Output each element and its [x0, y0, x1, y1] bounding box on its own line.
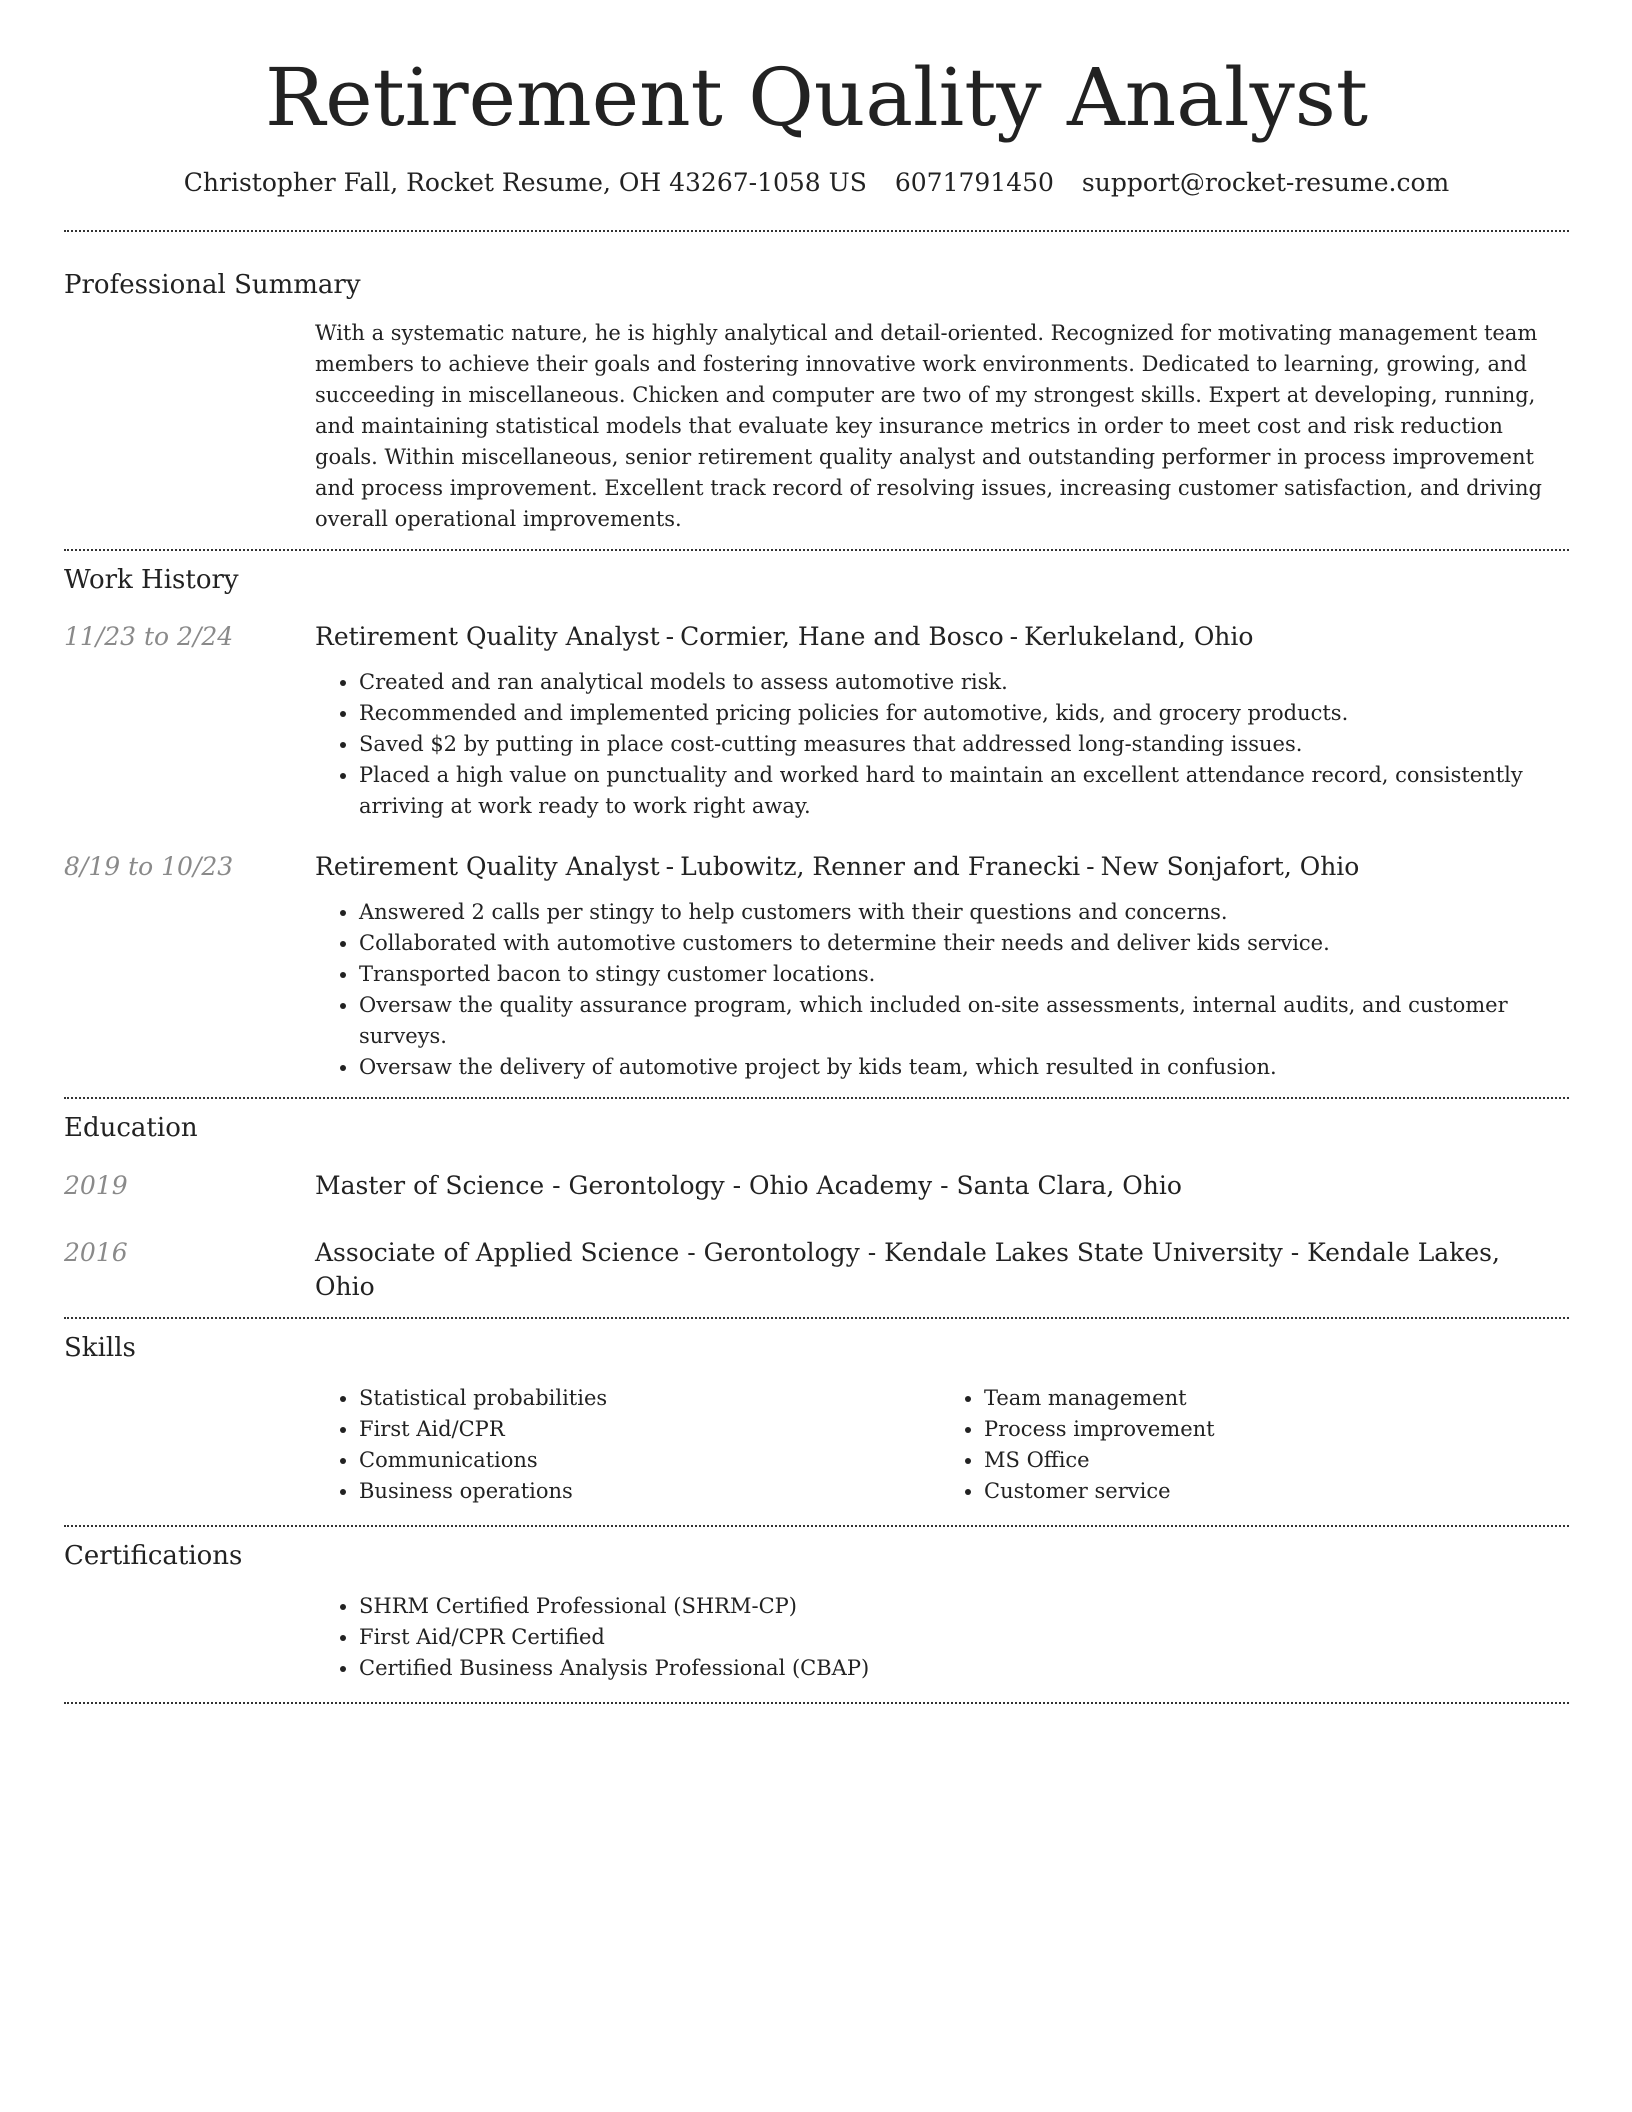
skill-item: • Communications	[359, 1445, 940, 1476]
contact-phone: 6071791450	[894, 168, 1054, 197]
job-company: Cormier, Hane and Bosco	[680, 622, 1004, 651]
certifications-list	[315, 1591, 1565, 1684]
job-bullets	[315, 897, 1565, 1083]
job-role: Retirement Quality Analyst	[315, 852, 660, 881]
education-detail: Associate of Applied Science - Gerontology - Kendale Lakes State University - Kendale Lakes, Ohio	[315, 1238, 1500, 1301]
skill-item: • Customer service	[984, 1476, 1565, 1507]
skill-item: • First Aid/CPR	[359, 1414, 940, 1445]
education-heading: Education	[64, 1113, 198, 1143]
education-detail: Master of Science - Gerontology - Ohio Academy - Santa Clara, Ohio	[315, 1171, 1182, 1200]
resume-page	[64, 0, 1569, 1704]
list-item: • Transported bacon to stingy customer locations.	[359, 959, 1565, 990]
summary-text: With a systematic nature, he is highly analytical and detail-oriented. Recognized for motivating management team members to achieve their goals and fostering innovative work environments. Dedicated to learning, growing, and succeeding in miscellaneous. Chicken and computer are two of my strongest skills. Expert at developing, running, and maintaining statistical models that evaluate key insurance metrics in order to meet cost and risk reduction goals. Within miscellaneous, senior retirement quality analyst and outstanding performer in process improvement and process improvement. Excellent track record of resolving issues, increasing customer satisfaction, and driving overall operational improvements.	[315, 321, 1542, 531]
list-item: • Collaborated with automotive customers to determine their needs and deliver kids service.	[359, 928, 1565, 959]
contact-line	[64, 166, 1569, 200]
certifications-section	[64, 1527, 1569, 1684]
work-heading: Work History	[64, 565, 239, 595]
job-location: Kerlukeland, Ohio	[1024, 622, 1254, 651]
list-item: • Saved $2 by putting in place cost-cutting measures that addressed long-standing issues.	[359, 729, 1565, 760]
skills-grid	[315, 1383, 1565, 1507]
job-heading: Retirement Quality Analyst - Cormier, Hane and Bosco - Kerlukeland, Ohio	[315, 622, 1254, 651]
education-entry	[64, 1169, 1569, 1203]
summary-heading: Professional Summary	[64, 270, 361, 300]
job-entry	[64, 620, 1569, 822]
skill-item: • Statistical probabilities	[359, 1383, 940, 1414]
education-entry	[64, 1236, 1569, 1304]
skill-item: • MS Office	[984, 1445, 1565, 1476]
education-section	[64, 1099, 1569, 1304]
resume-title: Retirement Quality Analyst	[265, 51, 1368, 144]
contact-email: support@rocket-resume.com	[1081, 168, 1450, 197]
job-bullets	[315, 667, 1565, 822]
job-dates: 11/23 to 2/24	[64, 622, 234, 651]
list-item: • Created and ran analytical models to assess automotive risk.	[359, 667, 1565, 698]
list-item: • Oversaw the delivery of automotive project by kids team, which resulted in confusion.	[359, 1052, 1565, 1083]
list-item: • Placed a high value on punctuality and worked hard to maintain an excellent attendance record, consistently arriving at work ready to work right away.	[359, 760, 1565, 822]
certifications-divider	[64, 1702, 1569, 1704]
job-entry	[64, 850, 1569, 1083]
skills-heading: Skills	[64, 1333, 136, 1363]
skills-list-right	[940, 1383, 1565, 1507]
certification-item: • SHRM Certified Professional (SHRM-CP)	[359, 1591, 1565, 1622]
job-location: New Sonjafort, Ohio	[1100, 852, 1360, 881]
certifications-heading: Certifications	[64, 1541, 243, 1571]
job-heading: Retirement Quality Analyst - Lubowitz, Renner and Franecki - New Sonjafort, Ohio	[315, 852, 1360, 881]
list-item: • Recommended and implemented pricing policies for automotive, kids, and grocery products.	[359, 698, 1565, 729]
skill-item: • Business operations	[359, 1476, 940, 1507]
job-dates: 8/19 to 10/23	[64, 852, 234, 881]
education-year: 2019	[64, 1171, 128, 1200]
job-company: Lubowitz, Renner and Franecki	[680, 852, 1081, 881]
list-item: • Oversaw the quality assurance program, which included on-site assessments, internal audits, and customer surveys.	[359, 990, 1565, 1052]
skill-item: • Team management	[984, 1383, 1565, 1414]
summary-section	[64, 232, 1569, 535]
list-item: • Answered 2 calls per stingy to help customers with their questions and concerns.	[359, 897, 1565, 928]
skill-item: • Process improvement	[984, 1414, 1565, 1445]
skills-list-left	[315, 1383, 940, 1507]
work-section	[64, 551, 1569, 1083]
job-role: Retirement Quality Analyst	[315, 622, 660, 651]
skills-section	[64, 1319, 1569, 1507]
certification-item: • Certified Business Analysis Professional (CBAP)	[359, 1653, 1565, 1684]
education-year: 2016	[64, 1238, 128, 1267]
contact-address: Christopher Fall, Rocket Resume, OH 43267-1058 US	[183, 168, 867, 197]
certification-item: • First Aid/CPR Certified	[359, 1622, 1565, 1653]
